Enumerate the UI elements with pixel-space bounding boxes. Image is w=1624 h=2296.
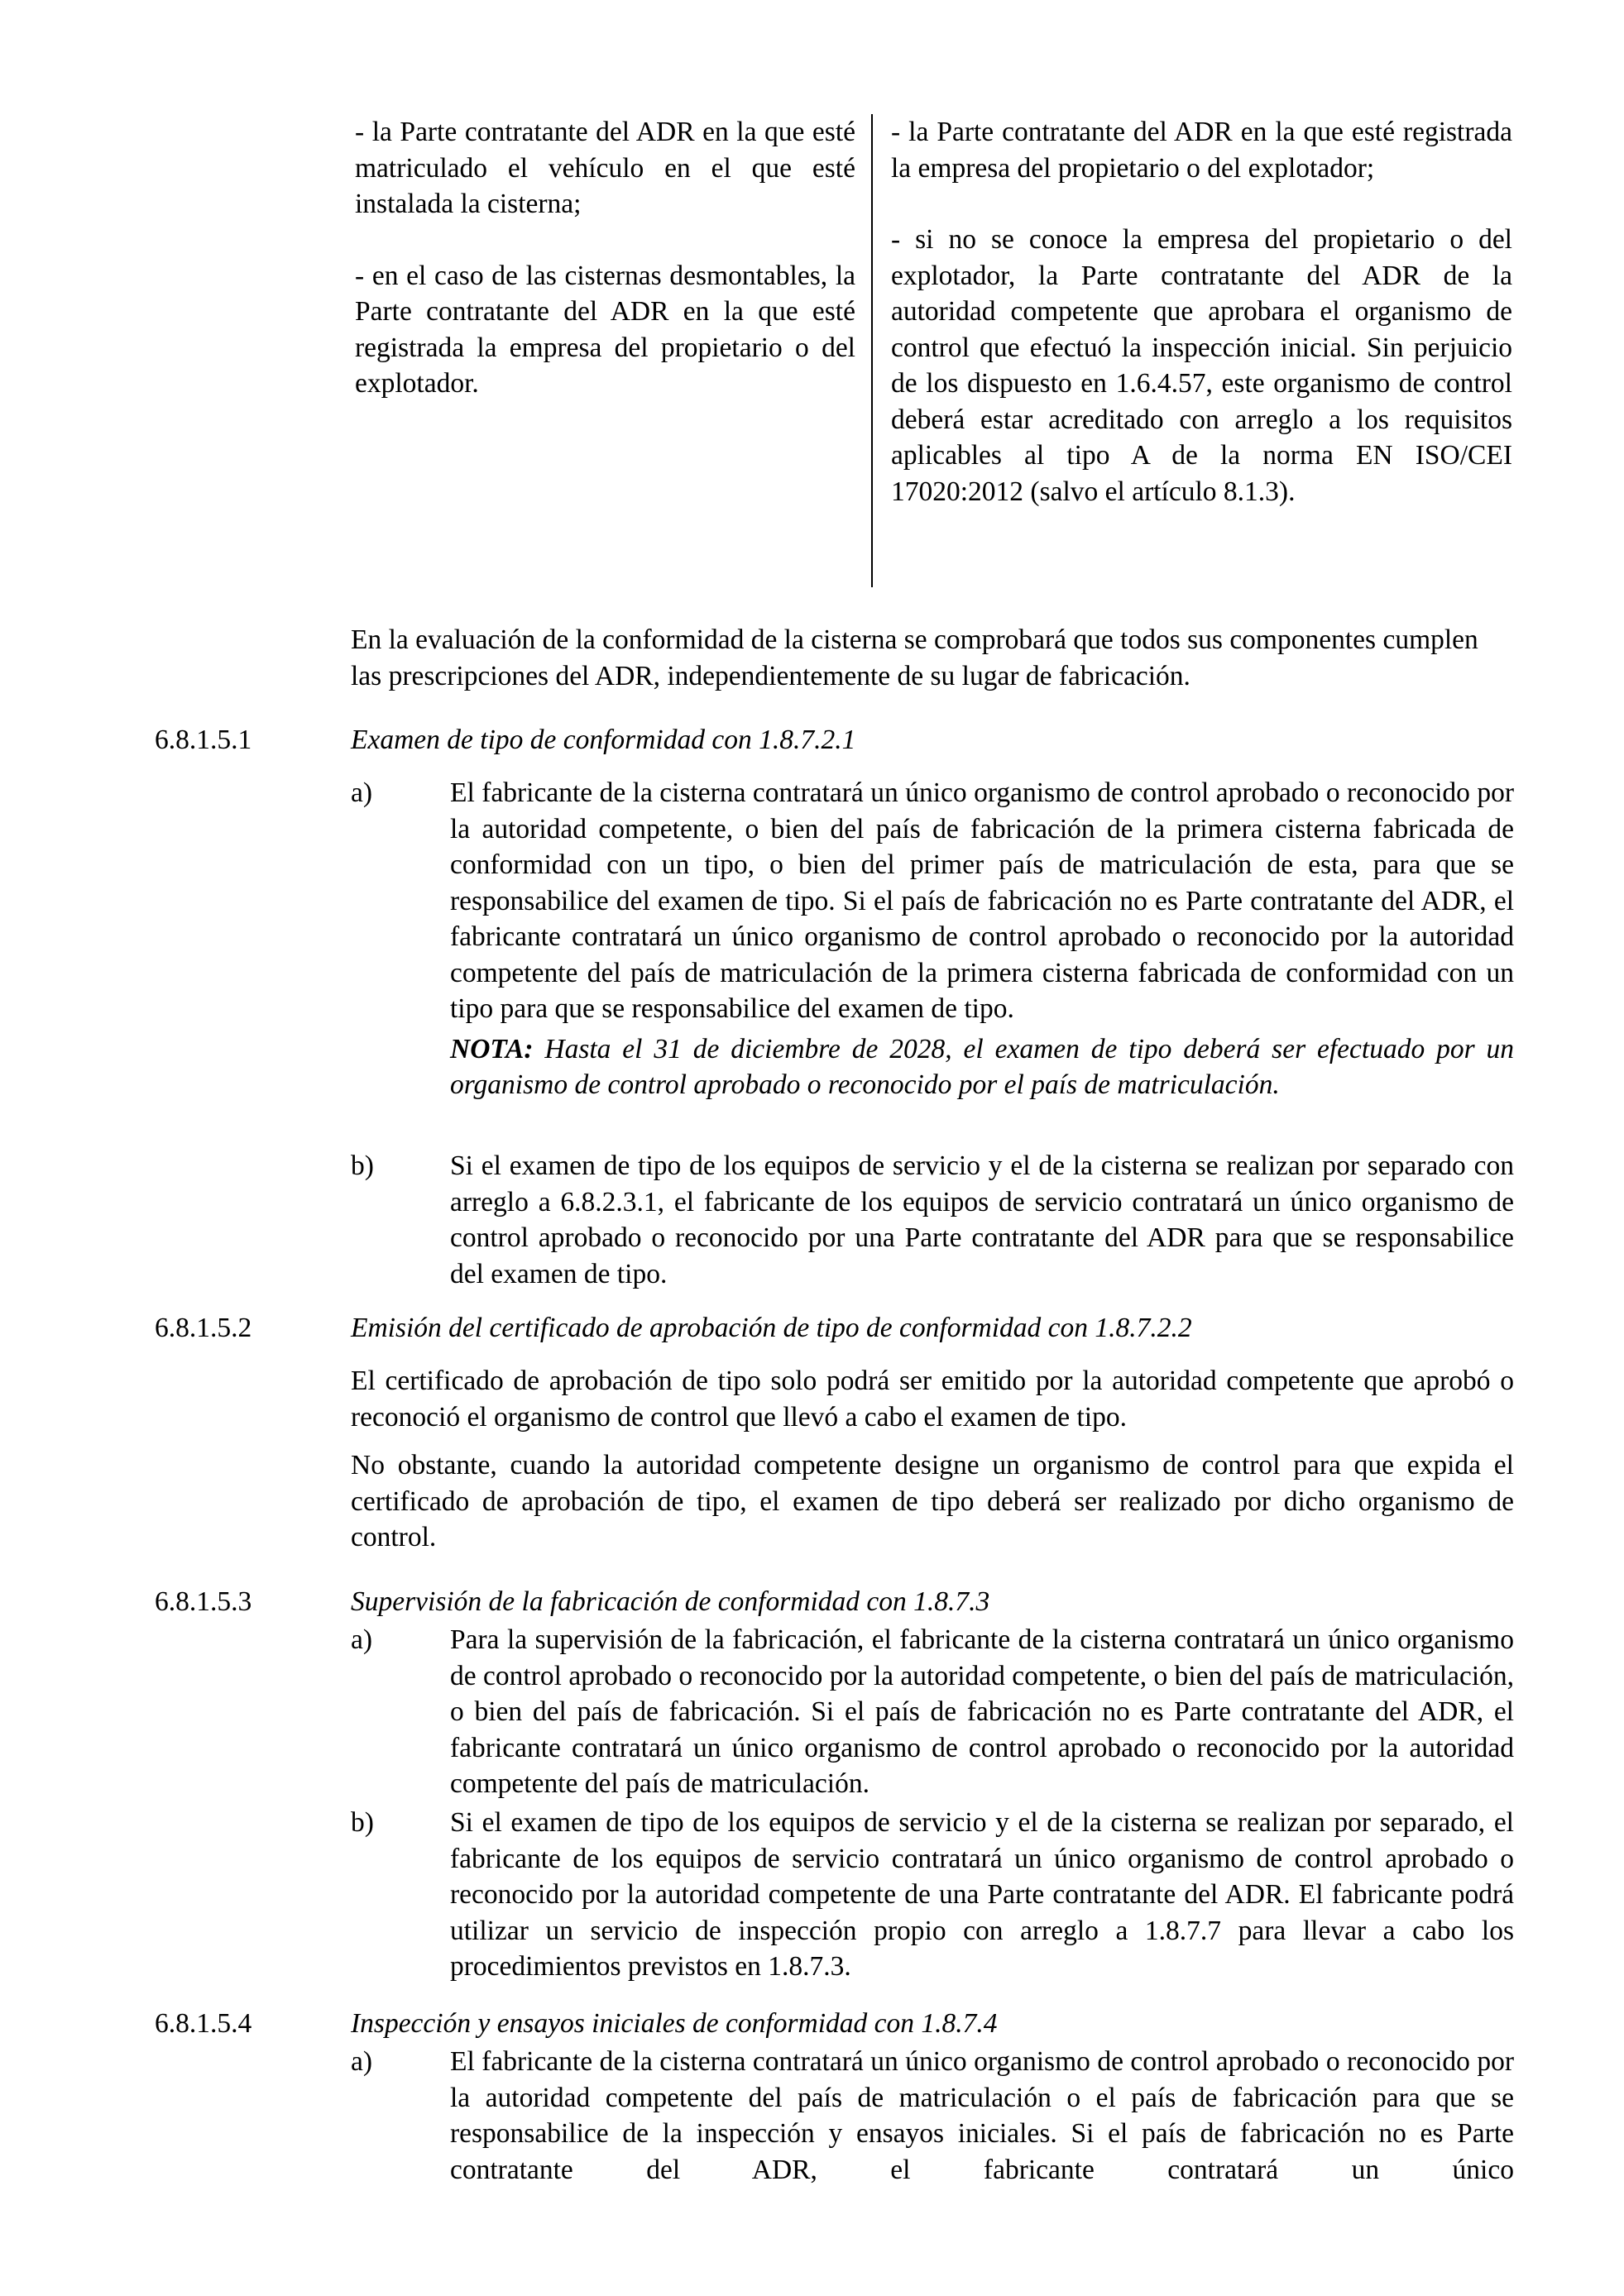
item-label: b) <box>351 1150 374 1181</box>
item-text: Si el examen de tipo de los equipos de servicio y el de la cisterna se realizan por separado con arreglo a 6.8.2.3.1, el fabricante de los equipos de servicio contratará un único organismo de control aprobado o reconocido por una Parte contratante del ADR para que se responsabilice del examen de tipo. <box>450 1150 1514 1289</box>
right-paragraph-1: - la Parte contratante del ADR en la que esté registrada la empresa del propietario o del explotador; <box>891 117 1512 184</box>
section-number: 6.8.1.5.4 <box>155 2008 252 2039</box>
section-number: 6.8.1.5.2 <box>155 1313 252 1343</box>
item-label: a) <box>351 1624 373 1655</box>
note-text: Hasta el 31 de diciembre de 2028, el examen de tipo deberá ser efectuado por un organismo de control aprobado o reconocido por el país de matriculación. <box>450 1033 1514 1100</box>
right-paragraph-2: - si no se conoce la empresa del propietario o del explotador, la Parte contratante del ADR de la autoridad competente que aprobara el organismo de control que efectuó la inspección inicial. Sin perjuicio de los dispuesto en 1.6.4.57, este organismo de control deberá estar acreditado con arreglo a los requisitos aplicables al tipo A de la norma EN ISO/CEI 17020:2012 (salvo el artículo 8.1.3). <box>891 224 1512 507</box>
item-text: Si el examen de tipo de los equipos de servicio y el de la cisterna se realizan por separado, el fabricante de los equipos de servicio contratará un único organismo de control aprobado o reconocido por la autoridad competente de una Parte contratante del ADR. El fabricante podrá utilizar un servicio de inspección propio con arreglo a 1.8.7.7 para llevar a cabo los procedimientos previstos en 1.8.7.3. <box>450 1807 1514 1982</box>
section-number: 6.8.1.5.3 <box>155 1586 252 1617</box>
left-paragraph-1: - la Parte contratante del ADR en la que esté matriculado el vehículo en el que esté instalada la cisterna; <box>355 117 855 219</box>
item-label: a) <box>351 777 373 808</box>
item-text: Para la supervisión de la fabricación, el fabricante de la cisterna contratará un único organismo de control aprobado o reconocido por la autoridad competente, o bien del país de matriculación, o bien del país de fabricación. Si el país de fabricación no es Parte contratante del ADR, el fabricante contratará un único organismo de control aprobado o reconocido por la autoridad competente del país de matriculación. <box>450 1624 1514 1799</box>
paragraph: No obstante, cuando la autoridad competente designe un organismo de control para que expida el certificado de aprobación de tipo, el examen de tipo deberá ser realizado por dicho organismo de control. <box>351 1450 1514 1552</box>
section-number: 6.8.1.5.1 <box>155 725 252 755</box>
note-label: NOTA: <box>450 1033 534 1064</box>
right-column <box>891 114 1512 545</box>
item-label: b) <box>351 1807 374 1838</box>
item-text: El fabricante de la cisterna contratará un único organismo de control aprobado o reconocido por la autoridad competente, o bien del país de fabricación de la primera cisterna fabricada de conformidad con un tipo, o bien del primer país de matriculación de esta, para que se responsabilice del examen de tipo. Si el país de fabricación no es Parte contratante del ADR, el fabricante contratará un único organismo de control aprobado o reconocido por la autoridad competente del país de matriculación de la primera cisterna fabricada de conformidad con un tipo para que se responsabilice del examen de tipo. <box>450 777 1514 1024</box>
item-text: El fabricante de la cisterna contratará un único organismo de control aprobado o reconocido por la autoridad competente del país de matriculación o el país de fabricación para que se responsabilice de la inspección y ensayos iniciales. Si el país de fabricación no es Parte contratante del ADR, el fabricante contratará un único <box>450 2046 1514 2185</box>
item-body <box>450 775 1514 1103</box>
left-paragraph-2: - en el caso de las cisternas desmontables, la Parte contratante del ADR en la que esté registrada la empresa del propietario o del explotador. <box>355 260 855 399</box>
section-title: Supervisión de la fabricación de conformidad con 1.8.7.3 <box>351 1586 990 1617</box>
item-label: a) <box>351 2046 373 2077</box>
left-column <box>355 114 855 438</box>
section-title: Emisión del certificado de aprobación de tipo de conformidad con 1.8.7.2.2 <box>351 1313 1192 1343</box>
paragraph: El certificado de aprobación de tipo solo podrá ser emitido por la autoridad competente que aprobó o reconoció el organismo de control que llevó a cabo el examen de tipo. <box>351 1366 1514 1433</box>
two-column-block <box>355 114 1513 587</box>
note <box>450 1031 1514 1103</box>
section-title: Inspección y ensayos iniciales de conformidad con 1.8.7.4 <box>351 2008 998 2039</box>
intro-paragraph: En la evaluación de la conformidad de la cisterna se comprobará que todos sus componentes cumplen las prescripciones del ADR, independientemente de su lugar de fabricación. <box>351 624 1478 691</box>
column-divider <box>871 114 873 587</box>
section-title: Examen de tipo de conformidad con 1.8.7.2.1 <box>351 725 856 755</box>
